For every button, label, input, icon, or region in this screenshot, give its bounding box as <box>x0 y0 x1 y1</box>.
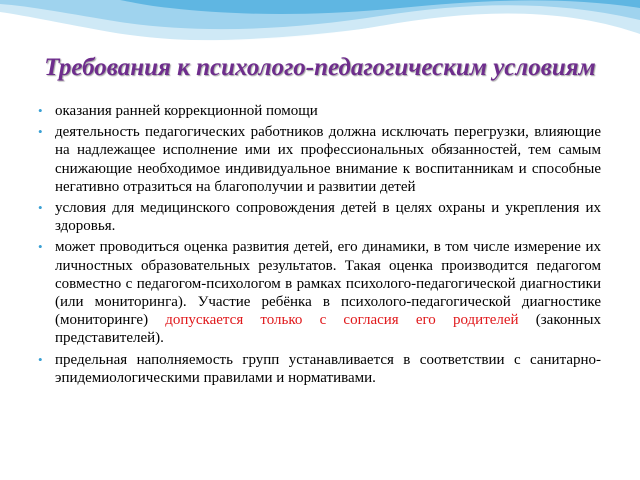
requirements-list <box>38 102 601 390</box>
list-item-text-tail: (законных представителей). <box>55 312 601 347</box>
slide-title: Требования к психолого-педагогическим условиям <box>44 54 596 81</box>
bullet-icon: • <box>38 351 43 367</box>
bullet-icon: • <box>38 103 43 118</box>
parental-consent-highlight: допускается только с согласия его родителей <box>165 312 519 329</box>
list-item-text: оказания ранней коррекционной помощи <box>55 103 318 119</box>
list-item-text: предельная наполняемость групп устанавливается в соответствии с санитарно-эпидемиологическими правилами и нормативами. <box>55 351 601 386</box>
list-item-text: может проводиться оценка развития детей, его динамики, в том числе измерение их личностных образовательных результатов. Такая оценка производится педагогом совместно с педагогом-психологом в рамках психолого-педагогической диагностики (или мониторинга). Участие ребёнка в психолого-педагогической диагностике (мониторинге) <box>55 239 601 329</box>
list-item <box>38 351 601 387</box>
list-item-text: деятельность педагогических работников должна исключать перегрузки, влияющие на надлежащее исполнение ими их профессиональных обязанностей, тем самым снижающие необходимое индивидуальное внимание к воспитанникам и способные негативно отразиться на благополучии и развитии детей <box>55 124 601 195</box>
list-item <box>38 199 601 235</box>
list-item-text: условия для медицинского сопровождения детей в целях охраны и укрепления их здоровья. <box>55 200 601 235</box>
bullet-icon: • <box>38 239 43 255</box>
bullet-icon: • <box>38 124 43 140</box>
list-item <box>38 123 601 196</box>
bullet-icon: • <box>38 200 43 216</box>
list-item <box>38 238 601 347</box>
list-item <box>38 102 601 120</box>
